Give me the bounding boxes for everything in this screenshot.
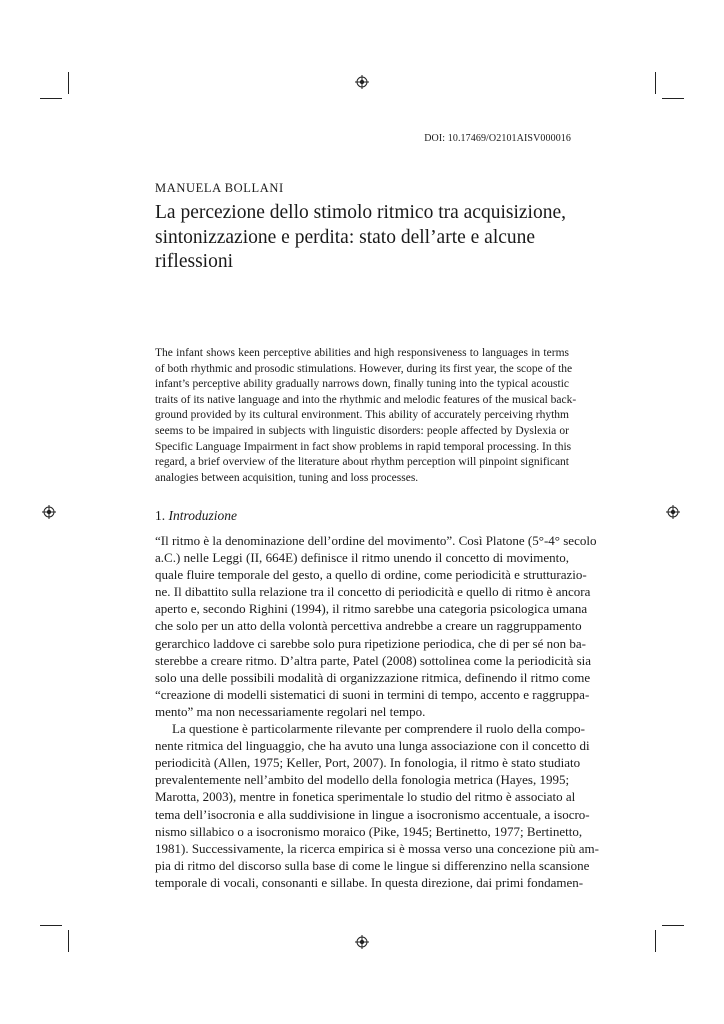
abstract-line: Specific Language Impairment in fact show problems in rapid temporal processing. In this: [155, 440, 572, 453]
abstract-line: analogies between acquisition, tuning and loss processes.: [155, 471, 419, 484]
body-line: prevalentemente nell’ambito del modello della fonologia metrica (Hayes, 1995;: [155, 772, 570, 788]
crop-mark: [68, 930, 69, 952]
body-line: periodicità (Allen, 1975; Keller, Port, 2007). In fonologia, il ritmo è stato studiato: [155, 755, 581, 771]
body-text: [155, 532, 599, 891]
registration-mark-icon: [666, 505, 680, 519]
crop-mark: [40, 98, 62, 99]
crop-mark: [655, 72, 656, 94]
registration-mark-icon: [355, 935, 369, 949]
body-line: 1981). Successivamente, la ricerca empirica si è mossa verso una concezione più am-: [155, 840, 599, 856]
abstract-line: traits of its native language and into the rhythmic and melodic features of the musical back-: [155, 393, 577, 406]
body-line: “Il ritmo è la denominazione dell’ordine del movimento”. Così Platone (5°-4° secolo: [155, 533, 597, 548]
body-line: mento” ma non necessariamente regolari nel tempo.: [155, 703, 426, 719]
body-line: gerarchico laddove ci sarebbe solo pura ripetizione periodica, che di per sé non ba-: [155, 635, 586, 651]
section-number: 1.: [155, 508, 166, 523]
body-line: temporale di vocali, consonanti e sillabe. In questa direzione, dai primi fondamen-: [155, 874, 584, 890]
section-heading: [155, 508, 237, 524]
registration-mark-icon: [42, 505, 56, 519]
crop-mark: [662, 98, 684, 99]
crop-mark: [662, 925, 684, 926]
body-line: solo una delle possibili modalità di organizzazione ritmica, definendo il ritmo come: [155, 669, 591, 685]
abstract-line: of both rhythmic and prosodic stimulations. However, during its first year, the scope of the: [155, 362, 573, 375]
body-line: che solo per un atto della volontà percettiva andrebbe a creare un raggruppamento: [155, 618, 582, 634]
abstract: [155, 346, 577, 486]
body-line: quale fluire temporale del gesto, a quello di ordine, come periodicità e strutturazio-: [155, 567, 587, 583]
paragraph: [155, 532, 597, 720]
body-line: sterebbe a creare ritmo. D’altra parte, Patel (2008) sottolinea come la periodicità sia: [155, 652, 592, 668]
abstract-line: regard, a brief overview of the literature about rhythm perception will pinpoint significant: [155, 456, 569, 469]
body-line: nismo sillabico o a isocronismo moraico (Pike, 1945; Bertinetto, 1977; Bertinetto,: [155, 823, 583, 839]
crop-mark: [655, 930, 656, 952]
abstract-line: The infant shows keen perceptive abilities and high responsiveness to languages in terms: [155, 347, 569, 359]
abstract-line: ground provided by its cultural environment. This ability of accurately perceiving rhythm: [155, 409, 569, 422]
title-line: La percezione dello stimolo ritmico tra acquisizione,: [155, 202, 566, 223]
section-title: Introduzione: [168, 508, 237, 523]
title-line: sintonizzazione e perdita: stato dell’arte e alcune: [155, 226, 536, 248]
body-line: a.C.) nelle Leggi (II, 664E) definisce il ritmo unendo il concetto di movimento,: [155, 550, 569, 566]
title-line: riflessioni: [155, 251, 233, 272]
body-line: “creazione di modelli sistematici di suoni in termini di tempo, accento e raggruppa-: [155, 686, 590, 702]
abstract-line: seems to be impaired in subjects with linguistic disorders: people affected by Dyslexia or: [155, 424, 569, 437]
author-name: MANUELA BOLLANI: [155, 181, 284, 195]
body-line: aperto e, secondo Righini (1994), il ritmo sarebbe una categoria psicologica umana: [155, 601, 588, 617]
body-line: ne. Il dibattito sulla relazione tra il concetto di periodicità e quello di ritmo è ancora: [155, 584, 591, 600]
crop-mark: [40, 925, 62, 926]
body-line: Marotta, 2003), mentre in fonetica sperimentale lo studio del ritmo è associato al: [155, 789, 576, 805]
paragraph: [155, 720, 599, 891]
body-line: La questione è particolarmente rilevante per comprendere il ruolo della compo-: [172, 721, 585, 737]
doi-label: DOI: 10.17469/O2101AISV000016: [424, 133, 571, 144]
body-line: tema dell’isocronia e alla suddivisione in lingue a isocronismo accentuale, a isocro-: [155, 806, 590, 822]
body-line: nente ritmica del linguaggio, che ha avuto una lunga associazione con il concetto di: [155, 738, 590, 754]
crop-mark: [68, 72, 69, 94]
body-line: pia di ritmo del discorso sulla base di come le lingue si differenzino nella scansione: [155, 857, 590, 873]
article-title: [155, 201, 575, 275]
registration-mark-icon: [355, 75, 369, 89]
abstract-line: infant’s perceptive ability gradually narrows down, finally tuning into the typical acoustic: [155, 378, 569, 391]
